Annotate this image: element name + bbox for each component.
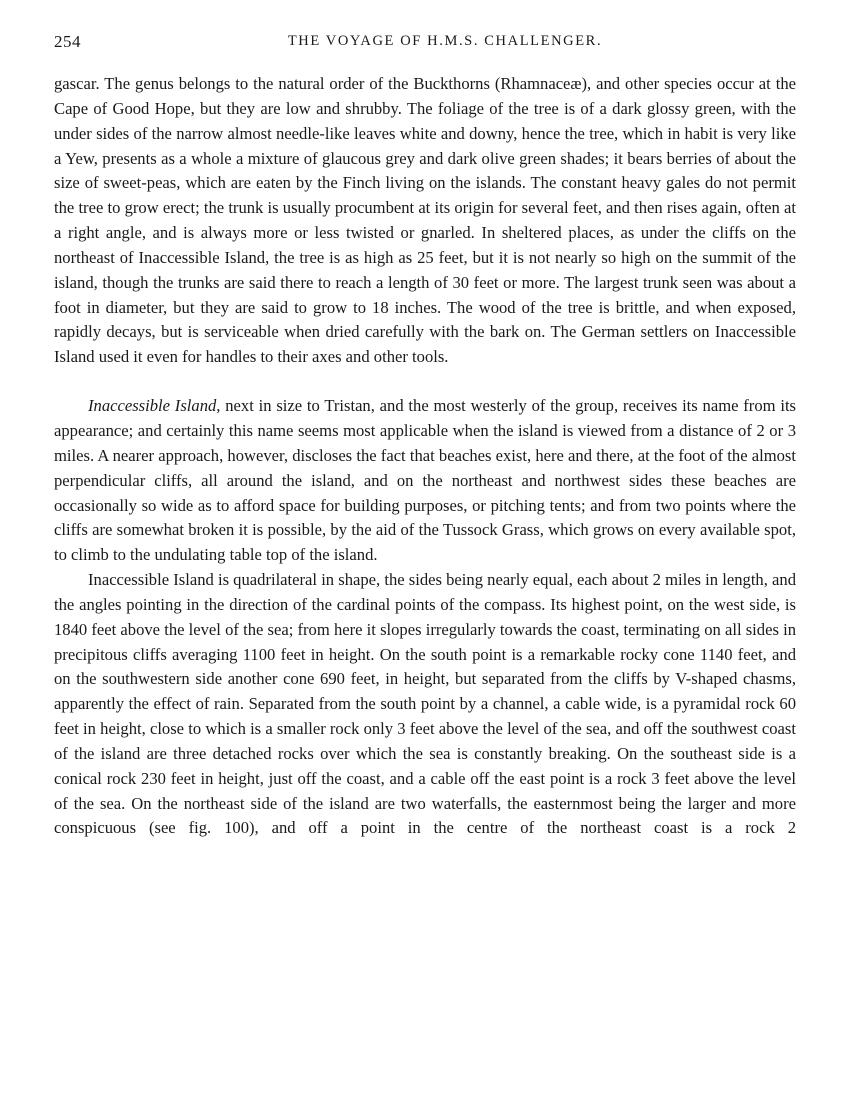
paragraph-inaccessible-island-intro [54,394,796,568]
paragraph-spacer [54,370,796,394]
paragraph-buckthorn-tree: gascar. The genus belongs to the natural order of the Buckthorns (Rhamnaceæ), and other species occur at the Cape of Good Hope, but they are low and shrubby. The foliage of the tree is of a dark glossy green, with the under sides of the narrow almost needle-like leaves white and downy, hence the tree, which in habit is very like a Yew, presents as a whole a mixture of glaucous grey and dark olive green shades; it bears berries of about the size of sweet-peas, which are eaten by the Finch living on the islands. The constant heavy gales do not permit the tree to grow erect; the trunk is usually procumbent at its origin for several feet, and then rises again, often at a right angle, and is always more or less twisted or gnarled. In sheltered places, as under the cliffs on the northeast of Inaccessible Island, the tree is as high as 25 feet, but it is not nearly so high on the summit of the island, though the trunks are said there to reach a length of 30 feet or more. The largest trunk seen was about a foot in diameter, but they are said to grow to 18 inches. The wood of the tree is brittle, and when exposed, rapidly decays, but is serviceable when dried carefully with the bark on. The German settlers on Inaccessible Island used it even for handles to their axes and other tools. [54,74,796,367]
page-header [54,32,796,58]
running-title: THE VOYAGE OF H.M.S. CHALLENGER. [287,33,603,49]
page-number: 254 [54,32,81,51]
paragraph-text: next in size to Tristan, and the most westerly of the group, receives its name from its appearance; and certainly this name seems most applicable when the island is viewed from a distance of 2 or 3 miles. A nearer approach, however, discloses the fact that beaches exist, here and there, at the foot of the almost perpendicular cliffs, all around the island, and on the northeast and northwest sides these beaches are occasionally so wide as to afford space for building purposes, or pitching tents; and from two points where the cliffs are somewhat broken it is possible, by the aid of the Tussock Grass, which grows on every available spot, to climb to the undulating table top of the island. [54,396,797,565]
paragraph-island-geography: Inaccessible Island is quadrilateral in shape, the sides being nearly equal, each about 2 miles in length, and the angles pointing in the direction of the cardinal points of the compass. Its highest point, on the west side, is 1840 feet above the level of the sea; from here it slopes irregularly towards the coast, terminating on all sides in precipitous cliffs averaging 1100 feet in height. On the south point is a remarkable rocky cone 1140 feet, and on the southwestern side another cone 690 feet, in height, but separated from the cliffs by V-shaped chasms, apparently the effect of rain. Separated from the south point by a channel, a cable wide, is a pyramidal rock 60 feet in height, close to which is a smaller rock only 3 feet above the level of the sea, and off the southwest coast of the island are three detached rocks over which the sea is constantly breaking. On the southeast side is a conical rock 230 feet in height, just off the coast, and a cable off the east point is a rock 3 feet above the level of the sea. On the northeast side of the island are two waterfalls, the easternmost being the larger and more conspicuous (see fig. 100), and off a point in the centre of the northeast coast is a rock 2 [54,570,796,838]
italic-lead-phrase: Inaccessible Island, [88,396,221,416]
page-body [54,72,796,841]
